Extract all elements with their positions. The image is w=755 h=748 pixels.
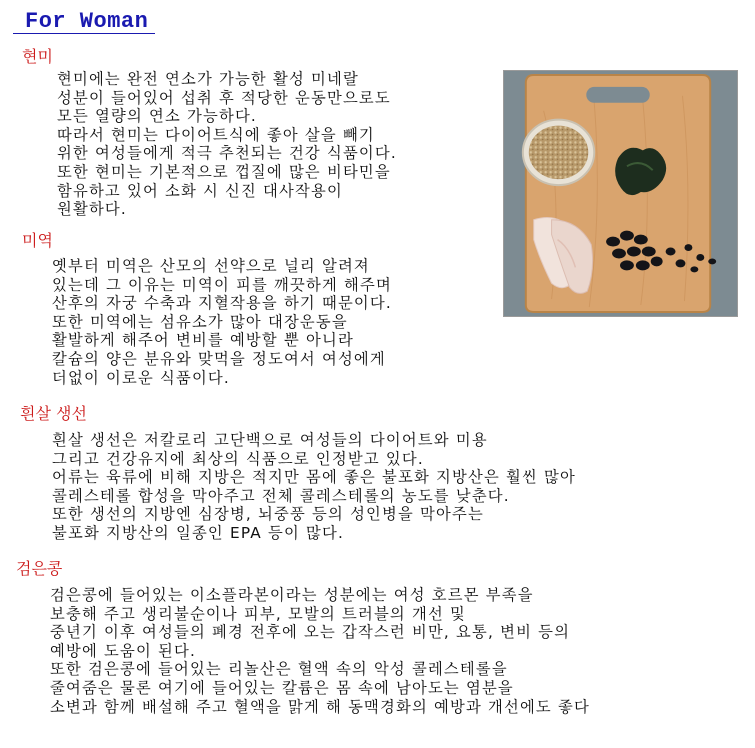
body-line: 소변과 함께 배설해 주고 혈액을 맑게 해 동맥경화의 예방과 개선에도 좋다 — [50, 697, 590, 716]
body-line: 또한 미역에는 섬유소가 많아 대장운동을 — [52, 312, 348, 331]
body-line: 그리고 건강유지에 최상의 식품으로 인정받고 있다. — [52, 449, 424, 468]
body-line: 옛부터 미역은 산모의 선약으로 널리 알려져 — [52, 257, 370, 275]
body-line: 더없이 이로운 식품이다. — [52, 368, 230, 387]
section-body-seaweed — [52, 257, 392, 387]
body-line: 칼슘의 양은 분유와 맞먹을 정도여서 여성에게 — [52, 349, 386, 368]
body-line: 있는데 그 이유는 미역이 피를 깨끗하게 해주며 — [52, 275, 392, 294]
body-line: 중년기 이후 여성들의 폐경 전후에 오는 갑작스런 비만, 요통, 변비 등의 — [50, 623, 571, 642]
food-photo — [503, 70, 738, 317]
body-line: 또한 현미는 기본적으로 껍질에 많은 비타민을 — [57, 162, 391, 181]
body-line: 원활하다. — [57, 200, 127, 219]
title-underline — [13, 33, 155, 34]
body-line: 예방에 도움이 된다. — [50, 641, 197, 660]
section-heading-white-fish: 흰살 생선 — [20, 404, 87, 423]
section-heading-brown-rice: 현미 — [22, 47, 53, 66]
body-line: 콜레스테롤 합성을 막아주고 전체 콜레스테롤의 농도를 낮춘다. — [52, 486, 510, 505]
page-title: For Woman — [25, 9, 149, 34]
section-heading-seaweed: 미역 — [22, 231, 53, 250]
body-line: 보충해 주고 생리불순이나 피부, 모발의 트러블의 개선 및 — [50, 604, 466, 623]
body-line: 위한 여성들에게 적극 추천되는 건강 식품이다. — [57, 144, 397, 163]
section-body-brown-rice — [57, 70, 397, 219]
body-line: 현미에는 완전 연소가 가능한 활성 미네랄 — [57, 70, 359, 88]
body-line: 불포화 지방산의 일종인 EPA 등이 많다. — [52, 523, 345, 542]
section-body-white-fish — [52, 431, 576, 543]
body-line: 또한 검은콩에 들어있는 리놀산은 혈액 속의 악성 콜레스테롤을 — [50, 660, 508, 679]
section-heading-black-bean: 검은콩 — [16, 559, 63, 578]
section-body-black-bean — [50, 586, 590, 716]
body-line: 흰살 생선은 저칼로리 고단백으로 여성들의 다이어트와 미용 — [52, 431, 488, 449]
body-line: 또한 생선의 지방엔 심장병, 뇌중풍 등의 성인병을 막아주는 — [52, 505, 484, 524]
body-line: 어류는 육류에 비해 지방은 적지만 몸에 좋은 불포화 지방산은 훨씬 많아 — [52, 468, 576, 487]
body-line: 함유하고 있어 소화 시 신진 대사작용이 — [57, 181, 343, 200]
body-line: 산후의 자궁 수축과 지혈작용을 하기 때문이다. — [52, 294, 392, 313]
body-line: 줄여줌은 물론 여기에 들어있는 칼륨은 몸 속에 남아도는 염분을 — [50, 678, 514, 697]
body-line: 따라서 현미는 다이어트식에 좋아 살을 빼기 — [57, 125, 375, 144]
body-line: 검은콩에 들어있는 이소플라본이라는 성분에는 여성 호르몬 부족을 — [50, 586, 534, 604]
body-line: 모든 열량의 연소 가능하다. — [57, 107, 257, 126]
body-line: 성분이 들어있어 섭취 후 적당한 운동만으로도 — [57, 88, 391, 107]
body-line: 활발하게 해주어 변비를 예방할 뿐 아니라 — [52, 331, 354, 350]
